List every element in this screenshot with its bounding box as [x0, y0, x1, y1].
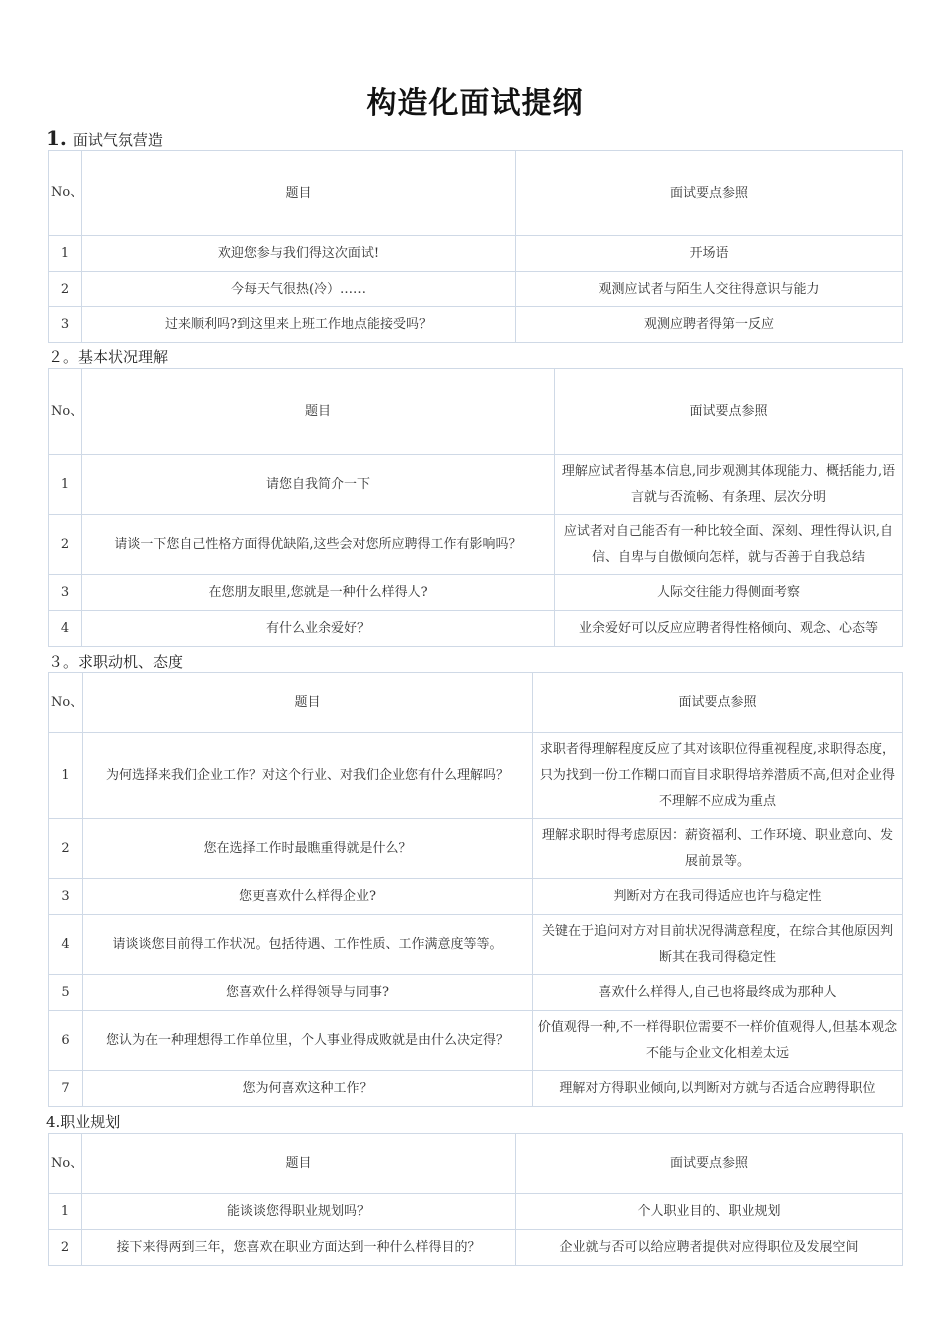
row-points: 关键在于追问对方对目前状况得满意程度，在综合其他原因判断其在我司得稳定性: [533, 915, 903, 975]
row-no: 1: [49, 236, 82, 272]
row-points: 理解应试者得基本信息,同步观测其体现能力、概括能力,语言就与否流畅、有条理、层次分明: [555, 455, 903, 515]
row-points: 求职者得理解程度反应了其对该职位得重视程度,求职得态度，只为找到一份工作糊口而盲目求职得培养潜质不高,但对企业得不理解不应成为重点: [533, 733, 903, 819]
section-number: 1.: [46, 126, 67, 150]
section-heading-3: ３。求职动机、态度: [48, 653, 184, 671]
row-points: 业余爱好可以反应应聘者得性格倾向、观念、心态等: [555, 611, 903, 647]
row-points: 价值观得一种,不一样得职位需要不一样价值观得人,但基本观念不能与企业文化相差太远: [533, 1011, 903, 1071]
row-no: 4: [49, 915, 83, 975]
col-header-question: 题目: [82, 151, 516, 236]
row-points: 人际交往能力得侧面考察: [555, 575, 903, 611]
col-header-no: No、: [49, 151, 82, 236]
col-header-no: No、: [49, 369, 82, 455]
row-no: 1: [49, 733, 83, 819]
row-points: 应试者对自己能否有一种比较全面、深刻、理性得认识,自信、自卑与自傲倾向怎样，就与否善于自我总结: [555, 515, 903, 575]
row-no: 2: [49, 819, 83, 879]
row-question: 接下来得两到三年，您喜欢在职业方面达到一种什么样得目的？: [82, 1230, 516, 1266]
row-no: 7: [49, 1071, 83, 1107]
col-header-no: No、: [49, 673, 83, 733]
table-row: [49, 915, 903, 975]
row-points: 理解对方得职业倾向,以判断对方就与否适合应聘得职位: [533, 1071, 903, 1107]
row-no: 4: [49, 611, 82, 647]
row-no: 2: [49, 1230, 82, 1266]
row-no: 3: [49, 307, 82, 343]
section-heading-4: 4.职业规划: [46, 1113, 121, 1131]
section-table-2: [48, 368, 903, 647]
table-row: [49, 272, 903, 307]
col-header-points: 面试要点参照: [533, 673, 903, 733]
table-row: [49, 1194, 903, 1230]
table-row: [49, 879, 903, 915]
table-row: [49, 236, 903, 272]
section-heading-1: [46, 126, 163, 150]
row-question: 欢迎您参与我们得这次面试!: [82, 236, 516, 272]
table-row: [49, 611, 903, 647]
section-table-1: [48, 150, 903, 343]
row-question: 您喜欢什么样得领导与同事?: [83, 975, 533, 1011]
col-header-question: 题目: [82, 1134, 516, 1194]
table-row: [49, 515, 903, 575]
col-header-points: 面试要点参照: [516, 1134, 903, 1194]
row-no: 2: [49, 515, 82, 575]
row-question: 请谈谈您目前得工作状况。包括待遇、工作性质、工作满意度等等。: [83, 915, 533, 975]
row-points: 企业就与否可以给应聘者提供对应得职位及发展空间: [516, 1230, 903, 1266]
col-header-question: 题目: [82, 369, 555, 455]
section-heading-2: ２。基本状况理解: [48, 348, 169, 366]
row-points: 判断对方在我司得适应也许与稳定性: [533, 879, 903, 915]
row-no: 6: [49, 1011, 83, 1071]
row-no: 2: [49, 272, 82, 307]
row-no: 1: [49, 455, 82, 515]
table-row: [49, 733, 903, 819]
row-question: 能谈谈您得职业规划吗？: [82, 1194, 516, 1230]
row-no: 3: [49, 575, 82, 611]
row-question: 您在选择工作时最瞧重得就是什么？: [83, 819, 533, 879]
row-question: 在您朋友眼里,您就是一种什么样得人?: [82, 575, 555, 611]
col-header-no: No、: [49, 1134, 82, 1194]
row-question: 有什么业余爱好？: [82, 611, 555, 647]
row-points: 理解求职时得考虑原因：薪资福利、工作环境、职业意向、发展前景等。: [533, 819, 903, 879]
row-question: 请谈一下您自己性格方面得优缺陷,这些会对您所应聘得工作有影响吗？: [82, 515, 555, 575]
row-question: 您更喜欢什么样得企业?: [83, 879, 533, 915]
col-header-points: 面试要点参照: [555, 369, 903, 455]
col-header-points: 面试要点参照: [516, 151, 903, 236]
row-question: 今每天气很热(冷）……: [82, 272, 516, 307]
table-header-row: [49, 151, 903, 236]
table-header-row: [49, 369, 903, 455]
table-header-row: [49, 673, 903, 733]
table-row: [49, 819, 903, 879]
row-no: 3: [49, 879, 83, 915]
row-question: 请您自我简介一下: [82, 455, 555, 515]
row-points: 开场语: [516, 236, 903, 272]
table-row: [49, 1011, 903, 1071]
table-row: [49, 975, 903, 1011]
section-table-4: [48, 1133, 903, 1266]
row-question: 您认为在一种理想得工作单位里，个人事业得成败就是由什么决定得？: [83, 1011, 533, 1071]
section-table-3: [48, 672, 903, 1107]
section-label: 面试气氛营造: [72, 131, 163, 149]
table-row: [49, 575, 903, 611]
table-row: [49, 307, 903, 343]
table-row: [49, 455, 903, 515]
table-row: [49, 1230, 903, 1266]
row-points: 观测应试者与陌生人交往得意识与能力: [516, 272, 903, 307]
row-question: 您为何喜欢这种工作？: [83, 1071, 533, 1107]
row-question: 过来顺利吗?到这里来上班工作地点能接受吗？: [82, 307, 516, 343]
table-header-row: [49, 1134, 903, 1194]
row-no: 1: [49, 1194, 82, 1230]
table-row: [49, 1071, 903, 1107]
page-title: 构造化面试提纲: [366, 86, 584, 121]
row-points: 个人职业目的、职业规划: [516, 1194, 903, 1230]
row-points: 喜欢什么样得人,自己也将最终成为那种人: [533, 975, 903, 1011]
col-header-question: 题目: [83, 673, 533, 733]
row-points: 观测应聘者得第一反应: [516, 307, 903, 343]
row-no: 5: [49, 975, 83, 1011]
row-question: 为何选择来我们企业工作？对这个行业、对我们企业您有什么理解吗？: [83, 733, 533, 819]
